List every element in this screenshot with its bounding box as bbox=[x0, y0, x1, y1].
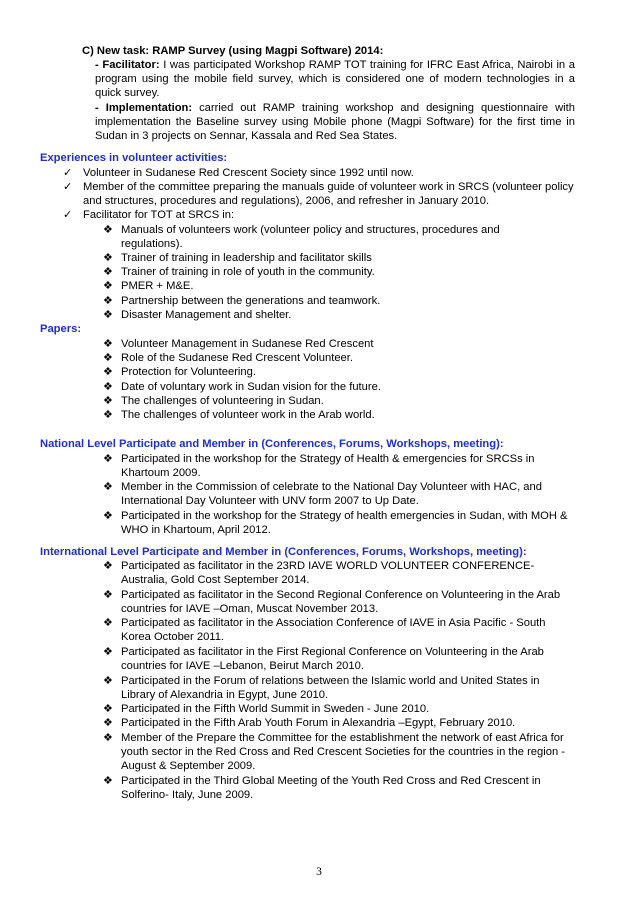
diamond-bullet-icon: ❖ bbox=[103, 675, 114, 687]
list-item: ❖ Partnership between the generations and teamwork. bbox=[103, 295, 381, 307]
diamond-bullet-icon: ❖ bbox=[103, 409, 114, 421]
diamond-bullet-icon: ❖ bbox=[103, 252, 114, 264]
diamond-bullet-icon: ❖ bbox=[103, 775, 114, 787]
diamond-bullet-icon: ❖ bbox=[103, 381, 114, 393]
list-item: ❖ Participated as facilitator in the Association Conference of IAVE in Asia Pacific - South Korea October 2011. bbox=[103, 617, 546, 644]
list-item: ❖ Trainer of training in role of youth in the community. bbox=[103, 266, 375, 278]
check-item: ✓ Volunteer in Sudanese Red Crescent Society since 1992 until now. bbox=[63, 167, 414, 179]
diamond-bullet-icon: ❖ bbox=[103, 352, 114, 364]
check-item: ✓ Facilitator for TOT at SRCS in: bbox=[63, 209, 235, 221]
list-item: ❖ Participated in the Third Global Meeting of the Youth Red Cross and Red Crescent in Solferino- Italy, June 2009. bbox=[103, 775, 541, 802]
list-item: ❖ PMER + M&E. bbox=[103, 280, 194, 292]
check-item: ✓ Member of the committee preparing the manuals guide of volunteer work in SRCS (volunteer policy and structures, procedures and regulations), 2006, and refresher in January 2010. bbox=[63, 181, 574, 208]
diamond-bullet-icon: ❖ bbox=[103, 453, 114, 465]
diamond-bullet-icon: ❖ bbox=[103, 224, 114, 236]
volunteer-heading: Experiences in volunteer activities: bbox=[40, 152, 228, 164]
list-item: ❖ Manuals of volunteers work (volunteer policy and structures, procedures and regulations). bbox=[103, 224, 500, 251]
facilitator-text: I was participated Workshop RAMP TOT training for IFRC East Africa, Nairobi in a program using the mobile field survey, which is considered one of modern technologies in a quick survey. bbox=[95, 59, 576, 100]
list-item: ❖ Participated in the Fifth World Summit in Sweden - June 2010. bbox=[103, 703, 430, 715]
implementation-text: carried out RAMP training workshop and designing questionnaire with implementation the Baseline survey using Mobile phone (Magpi Software) for the first time in Sudan in 3 projects on Sennar, Kassala and Red Sea States. bbox=[95, 102, 576, 143]
check-icon: ✓ bbox=[63, 167, 73, 179]
diamond-bullet-icon: ❖ bbox=[103, 395, 114, 407]
list-item: ❖ Member in the Commission of celebrate to the National Day Volunteer with HAC, and International Day Volunteer with UNV form 2007 to Up Date. bbox=[103, 481, 542, 508]
diamond-bullet-icon: ❖ bbox=[103, 295, 114, 307]
list-item: ❖ Participated in the Fifth Arab Youth Forum in Alexandria –Egypt, February 2010. bbox=[103, 717, 516, 729]
facilitator-label: - Facilitator: bbox=[95, 59, 160, 71]
papers-heading: Papers: bbox=[40, 323, 82, 335]
list-item: ❖ Disaster Management and shelter. bbox=[103, 309, 292, 321]
diamond-bullet-icon: ❖ bbox=[103, 481, 114, 493]
implementation-label: - Implementation: bbox=[95, 102, 193, 114]
task-c-heading: C) New task: RAMP Survey (using Magpi Software) 2014: bbox=[82, 45, 384, 57]
list-item: ❖ The challenges of volunteer work in the Arab world. bbox=[103, 409, 375, 421]
list-item: ❖ Participated as facilitator in the Second Regional Conference on Volunteering in the Arab countries for IAVE –Oman, Muscat November 2013. bbox=[103, 589, 561, 616]
diamond-bullet-icon: ❖ bbox=[103, 309, 114, 321]
diamond-bullet-icon: ❖ bbox=[103, 280, 114, 292]
list-item: ❖ Trainer of training in leadership and facilitator skills bbox=[103, 252, 372, 264]
check-icon: ✓ bbox=[63, 181, 73, 193]
diamond-bullet-icon: ❖ bbox=[103, 338, 114, 350]
national-heading: National Level Participate and Member in (Conferences, Forums, Workshops, meeting): bbox=[40, 438, 504, 450]
diamond-bullet-icon: ❖ bbox=[103, 717, 114, 729]
list-item: ❖ Role of the Sudanese Red Crescent Volunteer. bbox=[103, 352, 353, 364]
list-item: ❖ Participated as facilitator in the 23RD IAVE WORLD VOLUNTEER CONFERENCE-Australia, Gold Cost September 2014. bbox=[103, 560, 535, 587]
diamond-bullet-icon: ❖ bbox=[103, 646, 114, 658]
facilitator-paragraph bbox=[95, 58, 575, 101]
list-item: ❖ Date of voluntary work in Sudan vision for the future. bbox=[103, 381, 381, 393]
international-heading: International Level Participate and Member in (Conferences, Forums, Workshops, meeting): bbox=[40, 546, 527, 558]
diamond-bullet-icon: ❖ bbox=[103, 266, 114, 278]
list-item: ❖ Participated as facilitator in the First Regional Conference on Volunteering in the Arab countries for IAVE –Lebanon, Beirut March 2010. bbox=[103, 646, 544, 673]
diamond-bullet-icon: ❖ bbox=[103, 366, 114, 378]
list-item: ❖ Protection for Volunteering. bbox=[103, 366, 256, 378]
list-item: ❖ Participated in the workshop for the Strategy of health emergencies in Sudan, with MOH & WHO in Khartoum, April 2012. bbox=[103, 510, 568, 537]
check-icon: ✓ bbox=[63, 209, 73, 221]
list-item: ❖ Participated in the workshop for the Strategy of Health & emergencies for SRCSs in Khartoum 2009. bbox=[103, 453, 535, 480]
implementation-paragraph bbox=[95, 101, 575, 144]
diamond-bullet-icon: ❖ bbox=[103, 732, 114, 744]
diamond-bullet-icon: ❖ bbox=[103, 617, 114, 629]
diamond-bullet-icon: ❖ bbox=[103, 510, 114, 522]
list-item: ❖ Volunteer Management in Sudanese Red Crescent bbox=[103, 338, 374, 350]
diamond-bullet-icon: ❖ bbox=[103, 560, 114, 572]
list-item: ❖ Participated in the Forum of relations between the Islamic world and United States in Library of Alexandria in Egypt, June 2010. bbox=[103, 675, 540, 702]
list-item: ❖ The challenges of volunteering in Sudan. bbox=[103, 395, 324, 407]
list-item: ❖ Member of the Prepare the Committee for the establishment the network of east Africa for youth sector in the Red Cross and Red Crescent Societies for the countries in the region - August & September 2009. bbox=[103, 732, 565, 773]
diamond-bullet-icon: ❖ bbox=[103, 589, 114, 601]
diamond-bullet-icon: ❖ bbox=[103, 703, 114, 715]
page-number: 3 bbox=[316, 866, 322, 878]
